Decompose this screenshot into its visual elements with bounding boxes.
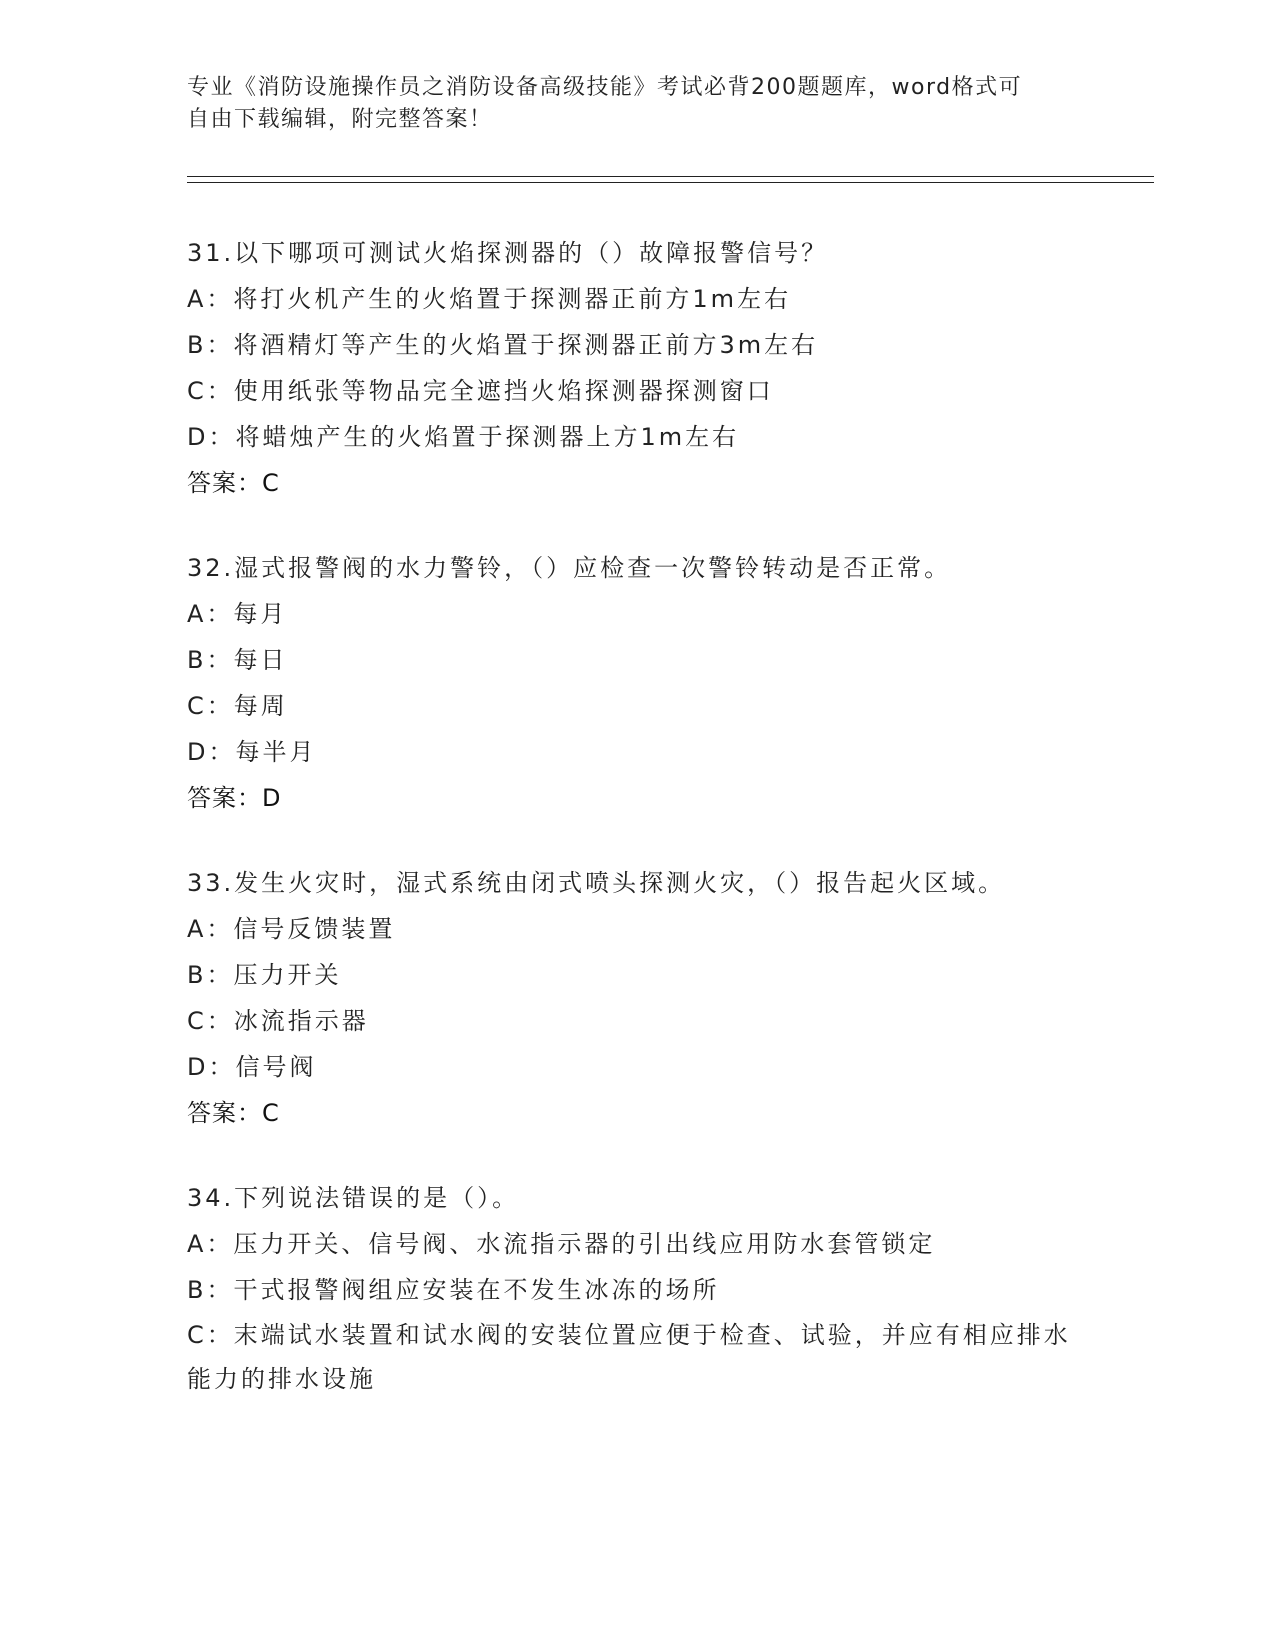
option-d: D：信号阀 [187,1053,317,1081]
option-a: A：信号反馈装置 [187,915,396,943]
option-c: C：每周 [187,692,288,720]
option-c: C：使用纸张等物品完全遮挡火焰探测器探测窗口 [187,377,774,405]
header-line-2: 自由下载编辑，附完整答案！ [187,107,493,132]
option-a: A：压力开关、信号阀、水流指示器的引出线应用防水套管锁定 [187,1230,936,1258]
question-stem: 33.发生火灾时，湿式系统由闭式喷头探测火灾，（）报告起火区域。 [187,869,1006,897]
header-divider-bottom [187,182,1154,183]
option-c: C：末端试水装置和试水阀的安装位置应便于检查、试验，并应有相应排水能力的排水设施 [187,1321,1071,1393]
option-d: D：每半月 [187,738,317,766]
question-stem: 32.湿式报警阀的水力警铃，（）应检查一次警铃转动是否正常。 [187,554,952,582]
option-b: B：将酒精灯等产生的火焰置于探测器正前方3m左右 [187,331,819,359]
option-a: A：将打火机产生的火焰置于探测器正前方1m左右 [187,285,792,313]
option-b: B：每日 [187,646,288,674]
question-33 [187,860,1087,1136]
header-line-1: 专业《消防设施操作员之消防设备高级技能》考试必背200题题库，word格式可 [187,75,1023,100]
header-divider-top [187,176,1154,177]
answer: 答案：C [187,1099,280,1127]
option-a: A：每月 [187,600,288,628]
question-stem: 34.下列说法错误的是（）。 [187,1184,520,1212]
answer: 答案：C [187,469,280,497]
option-d: D：将蜡烛产生的火焰置于探测器上方1m左右 [187,423,740,451]
option-b: B：压力开关 [187,961,342,989]
option-b: B：干式报警阀组应安装在不发生冰冻的场所 [187,1276,720,1304]
question-31 [187,230,1087,506]
option-c: C：冰流指示器 [187,1007,369,1035]
document-header [187,72,1087,136]
answer: 答案：D [187,784,282,812]
question-stem: 31.以下哪项可测试火焰探测器的（）故障报警信号？ [187,239,829,267]
question-32 [187,545,1087,821]
question-34 [187,1175,1087,1401]
